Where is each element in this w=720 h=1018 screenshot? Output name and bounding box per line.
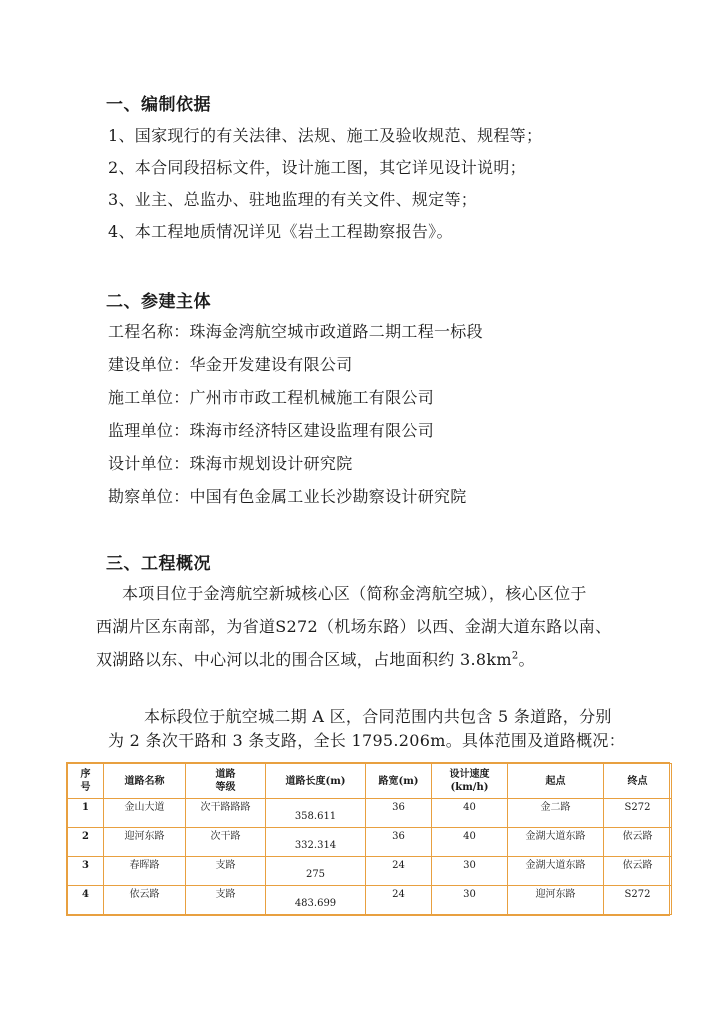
table-row xyxy=(68,828,672,857)
road-table xyxy=(66,762,670,916)
cell-speed: 40 xyxy=(432,828,508,857)
party-item: 设计单位：珠海市规划设计研究院 xyxy=(108,454,353,473)
section2-heading: 二、参建主体 xyxy=(106,292,211,312)
header-cell: 道路长度(m) xyxy=(266,764,366,799)
overview-line-end: 。 xyxy=(518,650,535,669)
cell-road-name: 依云路 xyxy=(104,886,186,915)
party-item: 工程名称：珠海金湾航空城市政道路二期工程一标段 xyxy=(108,322,483,341)
cell-road-name: 金山大道 xyxy=(104,799,186,828)
overview-line-text: 双湖路以东、中心河以北的围合区域，占地面积约 3.8km xyxy=(96,650,512,669)
cell-width: 36 xyxy=(366,828,432,857)
cell-end: 依云路 xyxy=(604,828,672,857)
section1-heading: 一、编制依据 xyxy=(106,95,211,115)
cell-width: 24 xyxy=(366,886,432,915)
cell-end: S272 xyxy=(604,799,672,828)
header-cell: 起点 xyxy=(508,764,604,799)
header-cell: 终点 xyxy=(604,764,672,799)
cell-road-name: 迎河东路 xyxy=(104,828,186,857)
cell-length: 358.611 xyxy=(266,799,366,828)
table-row xyxy=(68,886,672,915)
basis-item: 2、本合同段招标文件，设计施工图，其它详见设计说明； xyxy=(108,158,526,177)
cell-grade: 支路 xyxy=(186,886,266,915)
cell-index: 1 xyxy=(68,799,104,828)
cell-start: 金湖大道东路 xyxy=(508,857,604,886)
cell-index: 2 xyxy=(68,828,104,857)
cell-grade: 支路 xyxy=(186,857,266,886)
cell-speed: 30 xyxy=(432,857,508,886)
basis-item: 1、国家现行的有关法律、法规、施工及验收规范、规程等； xyxy=(108,126,543,145)
party-item: 施工单位：广州市市政工程机械施工有限公司 xyxy=(108,388,435,407)
cell-speed: 30 xyxy=(432,886,508,915)
cell-start: 迎河东路 xyxy=(508,886,604,915)
party-item: 监理单位：珠海市经济特区建设监理有限公司 xyxy=(108,421,435,440)
table-row xyxy=(68,857,672,886)
header-cell: 道路 等级 xyxy=(186,764,266,799)
cell-speed: 40 xyxy=(432,799,508,828)
header-cell: 道路名称 xyxy=(104,764,186,799)
cell-index: 3 xyxy=(68,857,104,886)
overview-line: 西湖片区东南部，为省道S272（机场东路）以西、金湖大道东路以南、 xyxy=(96,617,612,636)
overview-line xyxy=(96,647,535,670)
superscript: 2 xyxy=(511,650,519,662)
basis-item: 4、本工程地质情况详见《岩土工程勘察报告》。 xyxy=(108,222,453,241)
header-cell: 序 号 xyxy=(68,764,104,799)
cell-grade: 次干路路路 xyxy=(186,799,266,828)
cell-start: 金二路 xyxy=(508,799,604,828)
cell-end: 依云路 xyxy=(604,857,672,886)
basis-item: 3、业主、总监办、驻地监理的有关文件、规定等； xyxy=(108,190,478,209)
party-item: 建设单位：华金开发建设有限公司 xyxy=(108,355,353,374)
header-cell: 路宽(m) xyxy=(366,764,432,799)
cell-grade: 次干路 xyxy=(186,828,266,857)
header-cell: 设计速度 (km/h) xyxy=(432,764,508,799)
cell-road-name: 春晖路 xyxy=(104,857,186,886)
table-row xyxy=(68,799,672,828)
cell-width: 24 xyxy=(366,857,432,886)
cell-length: 275 xyxy=(266,857,366,886)
scope-line: 为 2 条次干路和 3 条支路，全长 1795.206m。具体范围及道路概况： xyxy=(108,731,626,750)
cell-end: S272 xyxy=(604,886,672,915)
cell-start: 金湖大道东路 xyxy=(508,828,604,857)
party-item: 勘察单位：中国有色金属工业长沙勘察设计研究院 xyxy=(108,487,467,506)
cell-length: 332.314 xyxy=(266,828,366,857)
overview-line: 本项目位于金湾航空新城核心区（简称金湾航空城），核心区位于 xyxy=(122,584,587,603)
cell-index: 4 xyxy=(68,886,104,915)
scope-line: 本标段位于航空城二期 A 区，合同范围内共包含 5 条道路，分别 xyxy=(144,707,612,726)
table-header-row xyxy=(68,764,672,799)
cell-width: 36 xyxy=(366,799,432,828)
section3-heading: 三、工程概况 xyxy=(106,554,211,574)
cell-length: 483.699 xyxy=(266,886,366,915)
